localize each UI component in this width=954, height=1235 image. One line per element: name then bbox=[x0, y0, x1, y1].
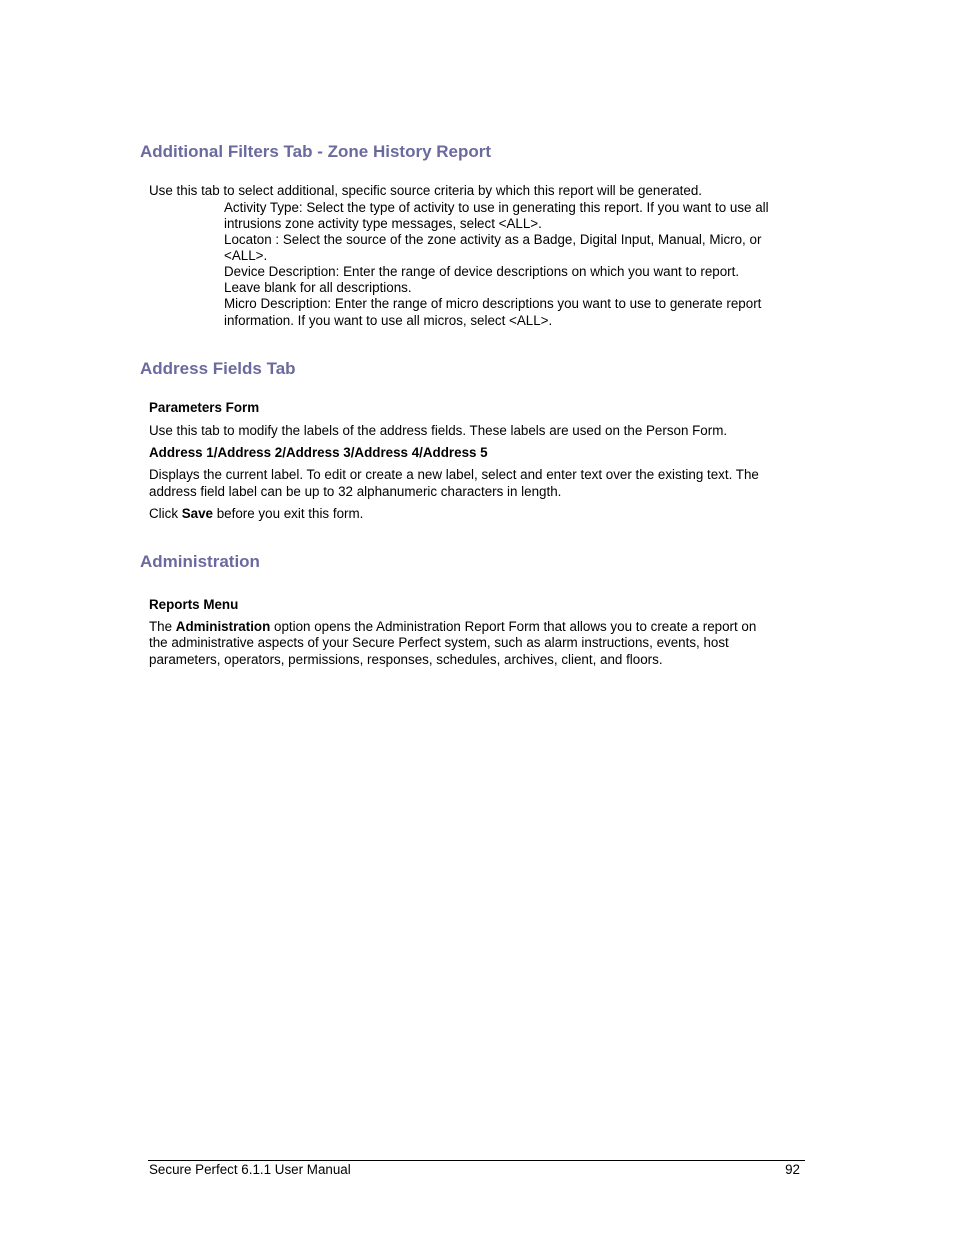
click-suffix: before you exit this form. bbox=[213, 506, 364, 521]
admin-para-line: the administrative aspects of your Secure Perfect system, such as alarm instructions, events, host bbox=[149, 635, 729, 650]
subheading-reports-menu: Reports Menu bbox=[149, 597, 239, 612]
section-heading-additional-filters: Additional Filters Tab - Zone History Report bbox=[140, 142, 492, 161]
address-para-2-line: Displays the current label. To edit or create a new label, select and enter text over the existing text. The bbox=[149, 467, 759, 482]
admin-line-suffix: option opens the Administration Report Form that allows you to create a report on bbox=[270, 619, 757, 634]
filter-item-line: Leave blank for all descriptions. bbox=[224, 280, 412, 295]
section-heading-administration: Administration bbox=[140, 552, 260, 571]
admin-para-line bbox=[149, 619, 756, 635]
filter-item-line: Micro Description: Enter the range of micro descriptions you want to use to generate report bbox=[224, 296, 762, 311]
filters-intro-text: Use this tab to select additional, specific source criteria by which this report will be generated. bbox=[149, 183, 703, 198]
filter-item-line: Locaton : Select the source of the zone activity as a Badge, Digital Input, Manual, Micro, or bbox=[224, 232, 762, 247]
administration-emphasis: Administration bbox=[175, 619, 271, 634]
section-heading-address-fields: Address Fields Tab bbox=[140, 359, 296, 378]
filter-item-line: intrusions zone activity type messages, select <ALL>. bbox=[224, 216, 542, 231]
footer-manual-title: Secure Perfect 6.1.1 User Manual bbox=[149, 1162, 351, 1177]
admin-line-prefix: The bbox=[149, 619, 176, 634]
filter-item-line: Activity Type: Select the type of activity to use in generating this report. If you want to use all bbox=[224, 200, 769, 215]
save-emphasis: Save bbox=[181, 506, 214, 521]
footer-page-number: 92 bbox=[785, 1162, 800, 1177]
address-para-2-line: address field label can be up to 32 alphanumeric characters in length. bbox=[149, 484, 562, 499]
filter-item-line: information. If you want to use all micros, select <ALL>. bbox=[224, 313, 553, 328]
filter-item-line: <ALL>. bbox=[224, 248, 268, 263]
filter-item-line: Device Description: Enter the range of device descriptions on which you want to report. bbox=[224, 264, 740, 279]
admin-para-line: parameters, operators, permissions, responses, schedules, archives, client, and floors. bbox=[149, 652, 663, 667]
click-save-instruction bbox=[149, 506, 363, 522]
address-para-1: Use this tab to modify the labels of the address fields. These labels are used on the Person Form. bbox=[149, 423, 728, 438]
subheading-parameters-form: Parameters Form bbox=[149, 400, 260, 415]
subheading-address-list: Address 1/Address 2/Address 3/Address 4/Address 5 bbox=[149, 445, 488, 460]
footer-divider bbox=[148, 1160, 805, 1161]
click-prefix: Click bbox=[149, 506, 182, 521]
